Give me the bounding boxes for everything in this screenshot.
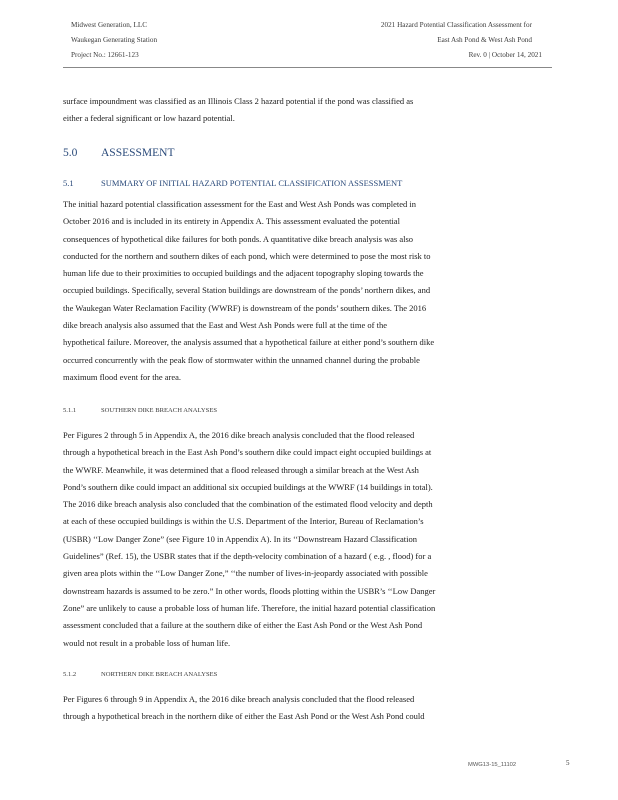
text-line: The initial hazard potential classification assessment for the East and West Ash Ponds was completed in: [63, 199, 417, 209]
text-line: maximum flood event for the area.: [63, 371, 182, 382]
text-line: either a federal significant or low hazard potential.: [63, 113, 235, 124]
header-doc-title: 2021 Hazard Potential Classification Assessment for: [380, 21, 532, 29]
text-line: through a hypothetical breach in the northern dike of either the East Ash Pond or the West Ash Pond could: [63, 711, 425, 722]
text-line: Per Figures 6 through 9 in Appendix A, the 2016 dike breach analysis concluded that the flood released: [63, 694, 415, 704]
text-line: the WWRF. Meanwhile, it was determined that a flood released through a similar breach at the West Ash: [63, 464, 419, 475]
northern-paragraph: [63, 691, 555, 726]
text-line: occupied buildings. Specifically, several Station buildings are downstream of the ponds’ northern dikes, and: [63, 285, 431, 296]
section-title: ASSESSMENT: [101, 147, 175, 159]
header-company: Midwest Generation, LLC: [71, 21, 148, 29]
text-line: given area plots within the ‘‘Low Danger Zone,” ‘‘the number of lives-in-jeopardy associated with possible: [63, 568, 428, 579]
text-line: dike breach analysis also assumed that the East and West Ash Ponds were full at the time of the: [63, 320, 387, 331]
text-line: Guidelines” (Ref. 15), the USBR states that if the depth-velocity combination of a hazard ( e.g. , flood) for a: [63, 551, 432, 562]
subsubsection-title: SOUTHERN DIKE BREACH ANALYSES: [101, 407, 218, 414]
text-line: conducted for the northern and southern dikes of each pond, which were determined to pose the most risk to: [63, 250, 431, 261]
header-project: Project No.: 12661-123: [71, 51, 139, 59]
summary-paragraph: [63, 196, 555, 386]
text-line: surface impoundment was classified as an Illinois Class 2 hazard potential if the pond was classified as: [63, 96, 414, 106]
page-number: 5: [566, 759, 570, 767]
subsection-number: 5.1: [63, 178, 74, 188]
text-line: would not result in a probable loss of human life.: [63, 637, 231, 648]
header-divider: [63, 67, 552, 68]
subsubsection-number: 5.1.1: [63, 407, 77, 414]
header-ponds: East Ash Pond & West Ash Pond: [437, 36, 532, 44]
text-line: human life due to their proximities to occupied buildings and the adjacent topography sloping towards the: [63, 268, 424, 279]
subsection-title: SUMMARY OF INITIAL HAZARD POTENTIAL CLASSIFICATION ASSESSMENT: [101, 178, 403, 188]
text-line: Zone” are unlikely to cause a probable loss of human life. Therefore, the initial hazard potential classification: [63, 602, 436, 613]
text-line: the Waukegan Water Reclamation Facility (WWRF) is downstream of the ponds’ southern dikes. The 2016: [63, 302, 427, 313]
text-line: through a hypothetical breach in the East Ash Pond’s southern dike could impact eight occupied buildings at: [63, 447, 432, 458]
text-line: hypothetical failure. Moreover, the analysis assumed that a hypothetical failure at either pond’s southern dike: [63, 337, 435, 348]
text-line: assessment concluded that a failure at the southern dike of either the East Ash Pond or the West Ash Pond: [63, 620, 423, 631]
text-line: consequences of hypothetical dike failures for both ponds. A quantitative dike breach analysis was also: [63, 233, 414, 244]
southern-paragraph: [63, 427, 555, 652]
footer-document-code: MWG13-15_11102: [468, 762, 517, 768]
header-station: Waukegan Generating Station: [71, 36, 158, 44]
intro-paragraph: [63, 93, 555, 128]
text-line: The 2016 dike breach analysis also concluded that the combination of the estimated flood velocity and depth: [63, 499, 433, 510]
subsubsection-title: NORTHERN DIKE BREACH ANALYSES: [101, 671, 218, 678]
subsubsection-number: 5.1.2: [63, 671, 77, 678]
text-line: Pond’s southern dike could impact an additional six occupied buildings at the WWRF (14 buildings in total).: [63, 481, 433, 492]
header-revision: Rev. 0 | October 14, 2021: [468, 51, 542, 59]
text-line: occurred concurrently with the peak flow of stormwater within the unnamed channel during the probable: [63, 354, 420, 365]
text-line: October 2016 and is included in its entirety in Appendix A. This assessment evaluated the potential: [63, 216, 400, 227]
text-line: (USBR) ‘‘Low Danger Zone” (see Figure 10 in Appendix A). In its ‘‘Downstream Hazard Classification: [63, 533, 417, 544]
text-line: Per Figures 2 through 5 in Appendix A, the 2016 dike breach analysis concluded that the flood released: [63, 430, 415, 440]
section-number: 5.0: [63, 147, 78, 159]
text-line: at each of these occupied buildings is within the U.S. Department of the Interior, Bureau of Reclamation’s: [63, 516, 424, 527]
text-line: downstream hazards is assumed to be zero.” In other words, floods plotting within the USBR’s ‘‘Low Danger: [63, 585, 436, 596]
